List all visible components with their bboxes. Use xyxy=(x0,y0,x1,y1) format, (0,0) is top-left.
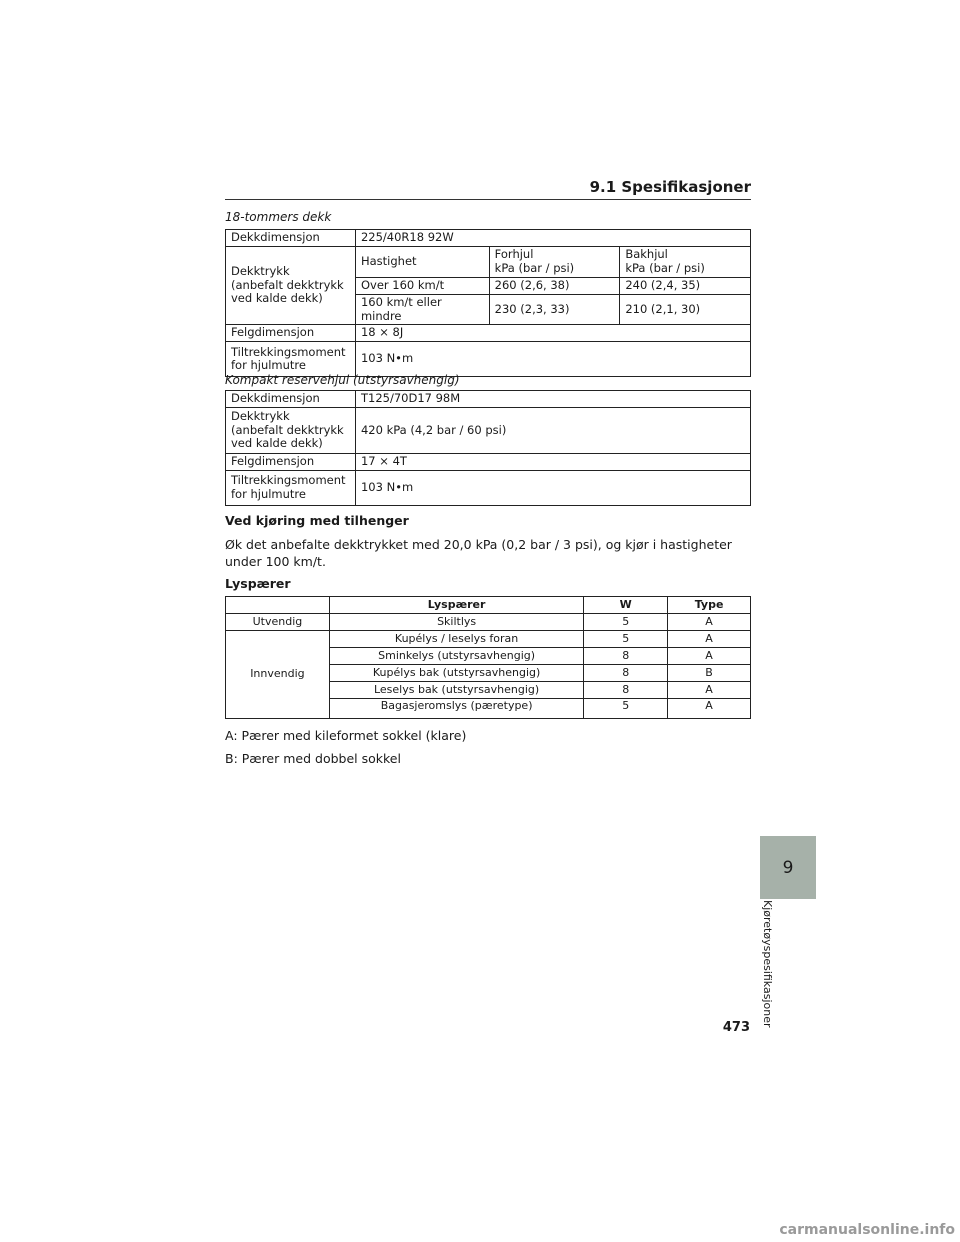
bulb-name: Leselys bak (utstyrsavhengig) xyxy=(329,682,583,699)
bulb-watt: 5 xyxy=(584,631,668,648)
spare-torque-value: 103 N•m xyxy=(355,471,750,506)
chapter-title-vertical: Kjøretøyspesifikasjoner xyxy=(761,900,774,1028)
spare-pressure-label: Dekktrykk (anbefalt dekktrykk ved kalde dekk) xyxy=(226,408,356,454)
bulbs-heading: Lyspærer xyxy=(225,576,291,591)
trailer-text: Øk det anbefalte dekktrykket med 20,0 kPa (0,2 bar / 3 psi), og kjør i hastigheter under 100 km/t. xyxy=(225,537,732,569)
tire18-rim-value: 18 × 8J xyxy=(355,325,750,342)
spare-caption: Kompakt reservehjul (utstyrsavhengig) xyxy=(225,373,460,387)
bulbs-group-exterior: Utvendig xyxy=(226,614,330,631)
tire18-size-value: 225/40R18 92W xyxy=(355,230,750,247)
tire18-rim-label: Felgdimensjon xyxy=(226,325,356,342)
spare-rim-label: Felgdimensjon xyxy=(226,454,356,471)
table-row xyxy=(226,614,751,631)
bulbs-group-interior: Innvendig xyxy=(226,631,330,719)
tire18-front-header: Forhjul kPa (bar / psi) xyxy=(489,247,620,278)
bulbs-table xyxy=(225,596,751,719)
bulbs-col-watt: W xyxy=(584,597,668,614)
bulb-watt: 8 xyxy=(584,682,668,699)
bulb-name: Kupélys / leselys foran xyxy=(329,631,583,648)
spare-torque-label: Tiltrekkingsmoment for hjulmutre xyxy=(226,471,356,506)
section-title: 9.1 Spesifikasjoner xyxy=(589,178,751,196)
bulb-note-b: B: Pærer med dobbel sokkel xyxy=(225,751,401,766)
spare-size-label: Dekkdimensjon xyxy=(226,391,356,408)
bulb-name: Skiltlys xyxy=(329,614,583,631)
tire18-caption: 18-tommers dekk xyxy=(225,210,332,224)
tire18-speed-cell: 160 km/t eller mindre xyxy=(355,295,489,325)
page-number: 473 xyxy=(722,1020,750,1035)
bulb-type: A xyxy=(668,648,751,665)
bulb-watt: 5 xyxy=(584,614,668,631)
trailer-heading: Ved kjøring med tilhenger xyxy=(225,513,409,528)
tire18-torque-value: 103 N•m xyxy=(355,342,750,377)
spare-rim-value: 17 × 4T xyxy=(355,454,750,471)
tire18-table xyxy=(225,229,751,377)
bulb-watt: 8 xyxy=(584,648,668,665)
tire18-rear-header: Bakhjul kPa (bar / psi) xyxy=(620,247,751,278)
spare-pressure-value: 420 kPa (4,2 bar / 60 psi) xyxy=(355,408,750,454)
bulbs-col-blank xyxy=(226,597,330,614)
tire18-speed-header: Hastighet xyxy=(355,247,489,278)
tire18-front-cell: 260 (2,6, 38) xyxy=(489,278,620,295)
tire18-torque-label: Tiltrekkingsmoment for hjulmutre xyxy=(226,342,356,377)
bulb-type: A xyxy=(668,614,751,631)
chapter-tab[interactable] xyxy=(760,836,816,899)
chapter-number: 9 xyxy=(782,857,794,878)
bulb-note-a: A: Pærer med kileformet sokkel (klare) xyxy=(225,728,467,743)
table-row xyxy=(226,631,751,648)
bulb-type: A xyxy=(668,631,751,648)
bulb-name: Kupélys bak (utstyrsavhengig) xyxy=(329,665,583,682)
spare-table xyxy=(225,390,751,506)
bulb-watt: 8 xyxy=(584,665,668,682)
header-divider xyxy=(225,199,751,200)
bulbs-col-type: Type xyxy=(668,597,751,614)
tire18-speed-cell: Over 160 km/t xyxy=(355,278,489,295)
bulb-type: A xyxy=(668,699,751,719)
bulbs-col-name: Lyspærer xyxy=(329,597,583,614)
tire18-pressure-label: Dekktrykk (anbefalt dekktrykk ved kalde dekk) xyxy=(226,247,356,325)
bulb-name: Bagasjeromslys (pæretype) xyxy=(329,699,583,719)
bulb-watt: 5 xyxy=(584,699,668,719)
spare-size-value: T125/70D17 98M xyxy=(355,391,750,408)
tire18-rear-cell: 210 (2,1, 30) xyxy=(620,295,751,325)
tire18-front-cell: 230 (2,3, 33) xyxy=(489,295,620,325)
tire18-rear-cell: 240 (2,4, 35) xyxy=(620,278,751,295)
tire18-size-label: Dekkdimensjon xyxy=(226,230,356,247)
bulb-type: B xyxy=(668,665,751,682)
bulb-name: Sminkelys (utstyrsavhengig) xyxy=(329,648,583,665)
bulb-type: A xyxy=(668,682,751,699)
watermark: carmanualsonline.info xyxy=(779,1222,955,1238)
